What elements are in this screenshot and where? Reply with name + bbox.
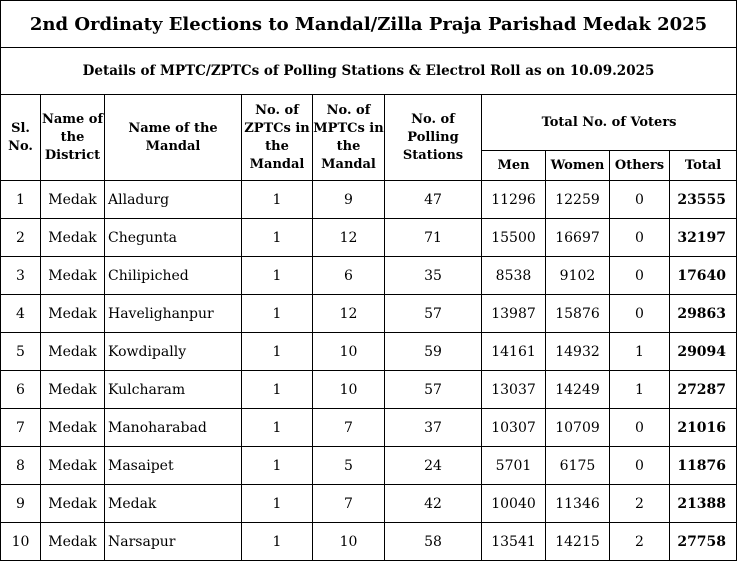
- cell-district: Medak: [41, 447, 105, 485]
- cell-polling-stations: 59: [385, 333, 482, 371]
- cell-women: 10709: [546, 409, 610, 447]
- cell-sl-no: 9: [1, 485, 41, 523]
- cell-men: 13037: [482, 371, 546, 409]
- table-row: [1, 447, 737, 485]
- cell-men: 10307: [482, 409, 546, 447]
- header-sl-no: Sl. No.: [1, 95, 41, 181]
- header-zptcs: No. of ZPTCs in the Mandal: [242, 95, 313, 181]
- cell-district: Medak: [41, 219, 105, 257]
- cell-mptcs: 7: [313, 485, 385, 523]
- cell-sl-no: 4: [1, 295, 41, 333]
- cell-mandal: Kowdipally: [105, 333, 242, 371]
- cell-mandal: Narsapur: [105, 523, 242, 561]
- cell-sl-no: 1: [1, 181, 41, 219]
- cell-total: 27287: [670, 371, 737, 409]
- cell-mptcs: 7: [313, 409, 385, 447]
- table-row: [1, 295, 737, 333]
- cell-men: 5701: [482, 447, 546, 485]
- cell-zptcs: 1: [242, 371, 313, 409]
- cell-zptcs: 1: [242, 333, 313, 371]
- cell-district: Medak: [41, 523, 105, 561]
- cell-mandal: Chilipiched: [105, 257, 242, 295]
- cell-others: 0: [610, 409, 670, 447]
- cell-total: 21016: [670, 409, 737, 447]
- cell-polling-stations: 57: [385, 371, 482, 409]
- cell-polling-stations: 42: [385, 485, 482, 523]
- cell-men: 15500: [482, 219, 546, 257]
- cell-others: 2: [610, 523, 670, 561]
- header-polling-stations: No. of Polling Stations: [385, 95, 482, 181]
- table-subtitle: Details of MPTC/ZPTCs of Polling Stations & Electrol Roll as on 10.09.2025: [1, 48, 737, 95]
- cell-others: 0: [610, 181, 670, 219]
- cell-zptcs: 1: [242, 181, 313, 219]
- cell-mandal: Medak: [105, 485, 242, 523]
- cell-women: 11346: [546, 485, 610, 523]
- cell-district: Medak: [41, 333, 105, 371]
- cell-men: 13987: [482, 295, 546, 333]
- cell-polling-stations: 35: [385, 257, 482, 295]
- cell-sl-no: 6: [1, 371, 41, 409]
- cell-polling-stations: 57: [385, 295, 482, 333]
- cell-mandal: Manoharabad: [105, 409, 242, 447]
- table-row: [1, 333, 737, 371]
- cell-others: 0: [610, 219, 670, 257]
- cell-mandal: Alladurg: [105, 181, 242, 219]
- cell-men: 13541: [482, 523, 546, 561]
- header-total: Total: [670, 151, 737, 181]
- table-row: [1, 371, 737, 409]
- header-mptcs: No. of MPTCs in the Mandal: [313, 95, 385, 181]
- cell-mptcs: 5: [313, 447, 385, 485]
- cell-mptcs: 12: [313, 219, 385, 257]
- cell-total: 17640: [670, 257, 737, 295]
- cell-women: 12259: [546, 181, 610, 219]
- cell-zptcs: 1: [242, 523, 313, 561]
- header-men: Men: [482, 151, 546, 181]
- header-others: Others: [610, 151, 670, 181]
- cell-polling-stations: 47: [385, 181, 482, 219]
- cell-women: 6175: [546, 447, 610, 485]
- cell-total: 21388: [670, 485, 737, 523]
- cell-total: 27758: [670, 523, 737, 561]
- cell-sl-no: 7: [1, 409, 41, 447]
- cell-mptcs: 12: [313, 295, 385, 333]
- cell-women: 14932: [546, 333, 610, 371]
- cell-zptcs: 1: [242, 485, 313, 523]
- cell-sl-no: 2: [1, 219, 41, 257]
- cell-women: 9102: [546, 257, 610, 295]
- table-body: [1, 181, 737, 561]
- cell-polling-stations: 58: [385, 523, 482, 561]
- cell-district: Medak: [41, 409, 105, 447]
- cell-others: 0: [610, 257, 670, 295]
- cell-women: 16697: [546, 219, 610, 257]
- cell-district: Medak: [41, 485, 105, 523]
- cell-polling-stations: 71: [385, 219, 482, 257]
- cell-men: 11296: [482, 181, 546, 219]
- table-row: [1, 523, 737, 561]
- cell-mptcs: 9: [313, 181, 385, 219]
- cell-women: 14249: [546, 371, 610, 409]
- cell-sl-no: 8: [1, 447, 41, 485]
- cell-women: 15876: [546, 295, 610, 333]
- cell-mptcs: 10: [313, 333, 385, 371]
- cell-mandal: Masaipet: [105, 447, 242, 485]
- page-title: 2nd Ordinaty Elections to Mandal/Zilla Praja Parishad Medak 2025: [1, 1, 737, 48]
- header-women: Women: [546, 151, 610, 181]
- table-row: [1, 409, 737, 447]
- cell-others: 0: [610, 447, 670, 485]
- cell-zptcs: 1: [242, 295, 313, 333]
- cell-mandal: Chegunta: [105, 219, 242, 257]
- cell-district: Medak: [41, 181, 105, 219]
- cell-district: Medak: [41, 257, 105, 295]
- cell-mandal: Havelighanpur: [105, 295, 242, 333]
- cell-men: 8538: [482, 257, 546, 295]
- cell-zptcs: 1: [242, 219, 313, 257]
- cell-total: 29094: [670, 333, 737, 371]
- cell-district: Medak: [41, 295, 105, 333]
- table-row: [1, 485, 737, 523]
- table-row: [1, 257, 737, 295]
- cell-mptcs: 10: [313, 523, 385, 561]
- cell-total: 29863: [670, 295, 737, 333]
- cell-total: 32197: [670, 219, 737, 257]
- cell-polling-stations: 37: [385, 409, 482, 447]
- cell-zptcs: 1: [242, 257, 313, 295]
- cell-zptcs: 1: [242, 409, 313, 447]
- cell-mptcs: 6: [313, 257, 385, 295]
- cell-men: 10040: [482, 485, 546, 523]
- cell-others: 1: [610, 333, 670, 371]
- cell-total: 23555: [670, 181, 737, 219]
- header-district: Name of the District: [41, 95, 105, 181]
- cell-others: 1: [610, 371, 670, 409]
- cell-men: 14161: [482, 333, 546, 371]
- header-mandal: Name of the Mandal: [105, 95, 242, 181]
- cell-mandal: Kulcharam: [105, 371, 242, 409]
- cell-sl-no: 10: [1, 523, 41, 561]
- cell-women: 14215: [546, 523, 610, 561]
- cell-district: Medak: [41, 371, 105, 409]
- cell-total: 11876: [670, 447, 737, 485]
- cell-zptcs: 1: [242, 447, 313, 485]
- cell-mptcs: 10: [313, 371, 385, 409]
- table-row: [1, 219, 737, 257]
- table-row: [1, 181, 737, 219]
- cell-others: 2: [610, 485, 670, 523]
- header-total-voters: Total No. of Voters: [482, 95, 737, 151]
- cell-polling-stations: 24: [385, 447, 482, 485]
- cell-sl-no: 5: [1, 333, 41, 371]
- cell-others: 0: [610, 295, 670, 333]
- cell-sl-no: 3: [1, 257, 41, 295]
